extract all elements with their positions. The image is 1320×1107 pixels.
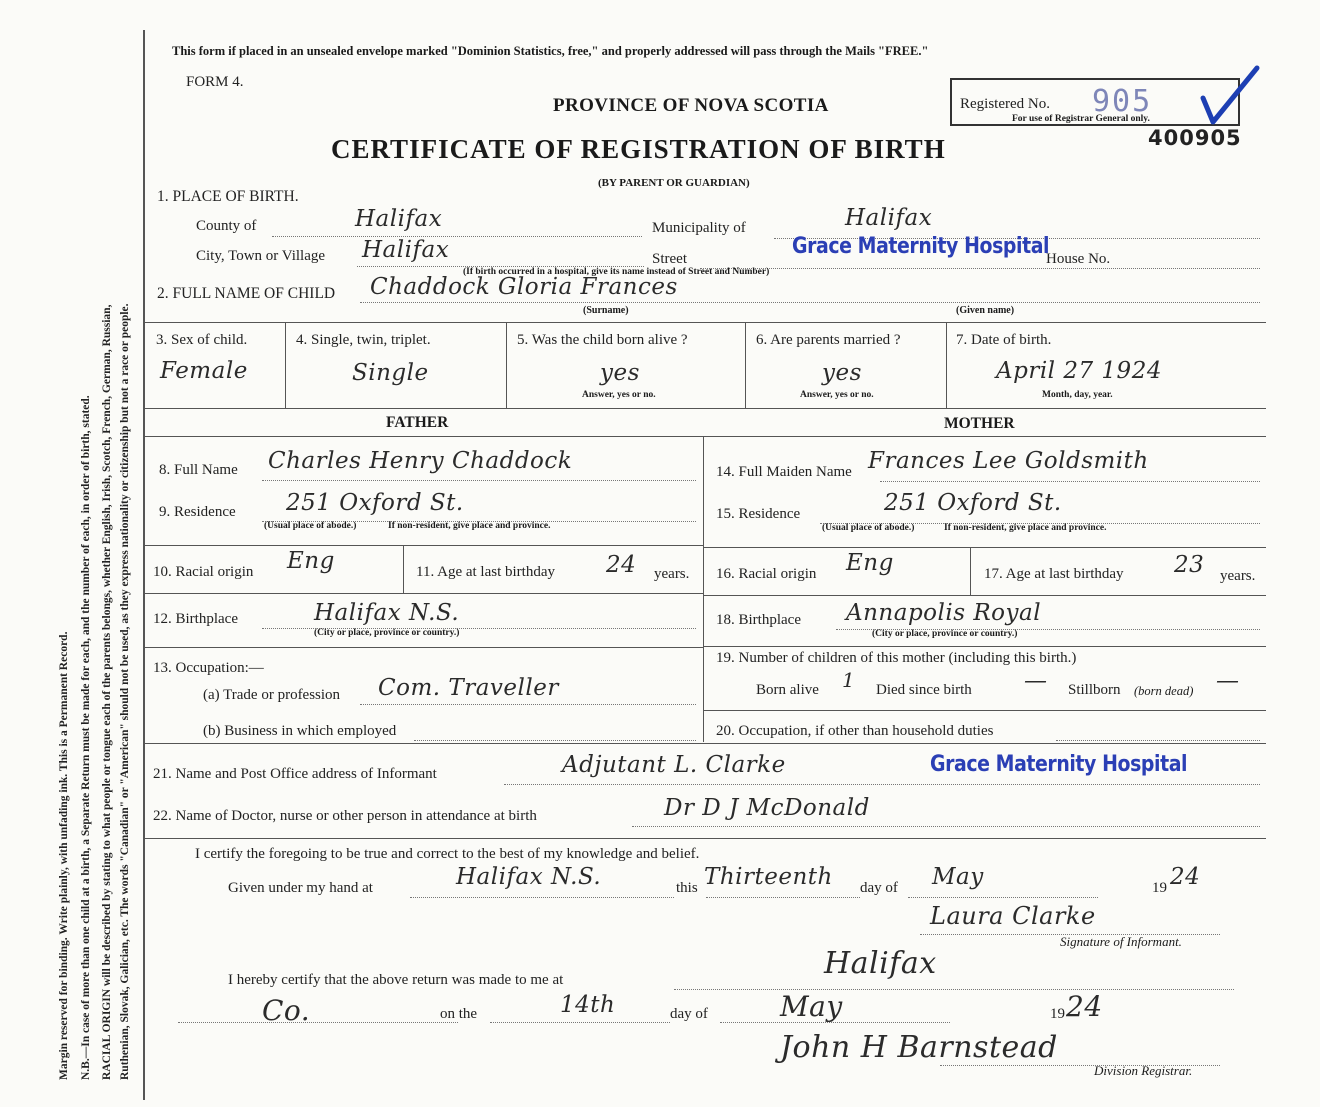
died-since-birth-value: — (1024, 668, 1048, 694)
registrar-signature: John H Barnstead (780, 1030, 1058, 1065)
dob-note: Month, day, year. (1042, 390, 1113, 400)
born-alive-count-label: Born alive (756, 682, 819, 698)
child-name-label: 2. FULL NAME OF CHILD (157, 285, 336, 302)
divider-row3-top (144, 322, 1266, 323)
father-years-label: years. (654, 566, 690, 582)
father-nonres-note: If non-resident, give place and province. (388, 521, 551, 531)
checkmark-icon (1195, 60, 1265, 130)
married-answer: yes (822, 360, 862, 386)
dob-label: 7. Date of birth. (956, 332, 1052, 348)
registrar-signature-label: Division Registrar. (1094, 1063, 1193, 1078)
divider-parents-top (144, 408, 1266, 409)
stillborn-note: (born dead) (1134, 684, 1194, 698)
surname-note: (Surname) (583, 305, 629, 316)
father-residence-label: 9. Residence (159, 504, 236, 520)
county-value: Halifax (355, 206, 443, 232)
informant-label: 21. Name and Post Office address of Informant (153, 766, 437, 782)
city-value: Halifax (362, 237, 450, 263)
given-at-label: Given under my hand at (228, 880, 373, 896)
informant-address-stamp: Grace Maternity Hospital (930, 752, 1188, 777)
registrar-certify-text: I hereby certify that the above return was made to me at (228, 972, 564, 988)
married-question: 6. Are parents married ? (756, 332, 901, 348)
children-count-label: 19. Number of children of this mother (including this birth.) (716, 650, 1077, 666)
father-racial-label: 10. Racial origin (153, 564, 254, 580)
trade-label: (a) Trade or profession (203, 687, 341, 703)
handwritten-number: 400905 (1148, 126, 1242, 150)
registrar-on-label: on the (440, 1006, 478, 1022)
form-left-border (143, 30, 145, 1100)
doctor-label: 22. Name of Doctor, nurse or other person in attendance at birth (153, 808, 537, 824)
mother-birthplace-label: 18. Birthplace (716, 612, 801, 628)
county-label: County of (196, 218, 257, 234)
born-alive-note: Answer, yes or no. (582, 390, 656, 400)
certificate-subtitle: (BY PARENT OR GUARDIAN) (598, 177, 750, 189)
mother-name-value: Frances Lee Goldsmith (868, 448, 1149, 474)
registrar-day-of-label: day of (670, 1006, 708, 1022)
registrar-place: Halifax (824, 946, 937, 981)
father-heading: FATHER (386, 414, 449, 431)
mother-age-value: 23 (1174, 552, 1205, 578)
parents-divider (703, 436, 704, 742)
sex-value: Female (160, 358, 248, 384)
mother-age-label: 17. Age at last birthday (984, 566, 1124, 582)
mother-city-note: (City or place, province or country.) (872, 629, 1018, 639)
mother-heading: MOTHER (944, 415, 1015, 432)
father-age-label: 11. Age at last birthday (416, 564, 555, 580)
municipality-value: Halifax (845, 205, 933, 231)
registered-label: Registered No. (960, 96, 1050, 112)
given-day: Thirteenth (704, 864, 833, 890)
margin-note-racial-origin-1: RACIAL ORIGIN will be described by stating to what people or tongue each of the parents belongs, whether English, Irish, Scotch, French, German, Russian, (101, 304, 113, 1080)
registrar-place-county: Co. (262, 994, 311, 1027)
registrar-day: 14th (560, 992, 616, 1018)
given-this-label: this (676, 880, 698, 896)
father-age-value: 24 (606, 552, 637, 578)
informant-signature-label: Signature of Informant. (1060, 934, 1182, 949)
municipality-label: Municipality of (652, 220, 746, 236)
father-racial-value: Eng (287, 548, 335, 574)
business-label: (b) Business in which employed (203, 723, 397, 739)
street-label: Street (652, 251, 687, 267)
registrar-use-note: For use of Registrar General only. (1012, 114, 1150, 124)
plurality-value: Single (352, 360, 429, 386)
margin-note-binding: Margin reserved for binding. Write plainly, with unfading ink. This is a Permanent Record. (58, 631, 70, 1080)
place-of-birth-label: 1. PLACE OF BIRTH. (157, 188, 299, 205)
registrar-year: 24 (1066, 990, 1103, 1023)
child-name-value: Chaddock Gloria Frances (370, 274, 678, 300)
father-residence-value: 251 Oxford St. (286, 490, 464, 516)
occupation-label: 13. Occupation:— (153, 660, 264, 676)
father-birthplace-value: Halifax N.S. (314, 600, 460, 626)
trade-value: Com. Traveller (378, 675, 559, 701)
given-year-prefix: 19 (1152, 880, 1167, 896)
mother-nonres-note: If non-resident, give place and province. (944, 523, 1107, 533)
father-name-value: Charles Henry Chaddock (268, 448, 573, 474)
born-alive-answer: yes (600, 360, 640, 386)
given-year: 24 (1170, 864, 1201, 890)
mother-years-label: years. (1220, 568, 1256, 584)
city-label: City, Town or Village (196, 248, 326, 264)
given-month: May (932, 864, 984, 890)
informant-name: Adjutant L. Clarke (562, 752, 786, 778)
doctor-name: Dr D J McDonald (664, 795, 870, 821)
mother-racial-label: 16. Racial origin (716, 566, 817, 582)
certify-text: I certify the foregoing to be true and correct to the best of my knowledge and belief. (195, 846, 700, 862)
registered-number: 905 (1092, 84, 1153, 119)
given-day-of-label: day of (860, 880, 898, 896)
house-no-label: House No. (1046, 251, 1111, 267)
given-name-note: (Given name) (956, 305, 1015, 316)
mother-residence-label: 15. Residence (716, 506, 801, 522)
born-alive-count-value: 1 (842, 668, 856, 692)
certificate-title: CERTIFICATE OF REGISTRATION OF BIRTH (331, 134, 946, 164)
mother-birthplace-value: Annapolis Royal (846, 600, 1042, 626)
margin-note-multiple-births: N.B.—In case of more than one child at a birth, a Separate Return must be made for each, and the number of each, in order of birth, stated. (80, 395, 92, 1080)
mother-racial-value: Eng (846, 550, 894, 576)
dob-value: April 27 1924 (996, 358, 1162, 384)
informant-signature: Laura Clarke (930, 902, 1096, 930)
born-alive-question: 5. Was the child born alive ? (517, 332, 688, 348)
father-birthplace-label: 12. Birthplace (153, 611, 238, 627)
father-abode-note: (Usual place of abode.) (264, 521, 357, 531)
plurality-label: 4. Single, twin, triplet. (296, 332, 431, 348)
mother-occupation-label: 20. Occupation, if other than household duties (716, 723, 994, 739)
province-heading: PROVINCE OF NOVA SCOTIA (553, 95, 829, 116)
died-since-birth-label: Died since birth (876, 682, 972, 698)
sex-label: 3. Sex of child. (156, 332, 248, 348)
stillborn-value: — (1216, 668, 1240, 694)
mother-residence-value: 251 Oxford St. (884, 490, 1062, 516)
form-number: FORM 4. (186, 74, 244, 90)
father-city-note: (City or place, province or country.) (314, 628, 460, 638)
registrar-year-prefix: 19 (1050, 1006, 1065, 1022)
street-hospital-stamp: Grace Maternity Hospital (792, 234, 1050, 259)
mother-abode-note: (Usual place of abode.) (822, 523, 915, 533)
father-name-label: 8. Full Name (159, 462, 238, 478)
postal-notice: This form if placed in an unsealed envelope marked "Dominion Statistics, free," and properly addressed will pass through the Mails "FREE." (172, 44, 929, 58)
registrar-month: May (780, 990, 843, 1023)
given-at-place: Halifax N.S. (456, 864, 602, 890)
margin-note-racial-origin-2: Ruthenian, Slovak, Galician, etc. The words "Canadian" or "American" should not be used, as they express nationality or citizenship but not a race or people. (119, 303, 131, 1080)
mother-name-label: 14. Full Maiden Name (716, 464, 852, 480)
married-note: Answer, yes or no. (800, 390, 874, 400)
hospital-note: (If birth occurred in a hospital, give its name instead of Street and Number) (463, 267, 770, 277)
stillborn-label: Stillborn (1068, 682, 1121, 698)
